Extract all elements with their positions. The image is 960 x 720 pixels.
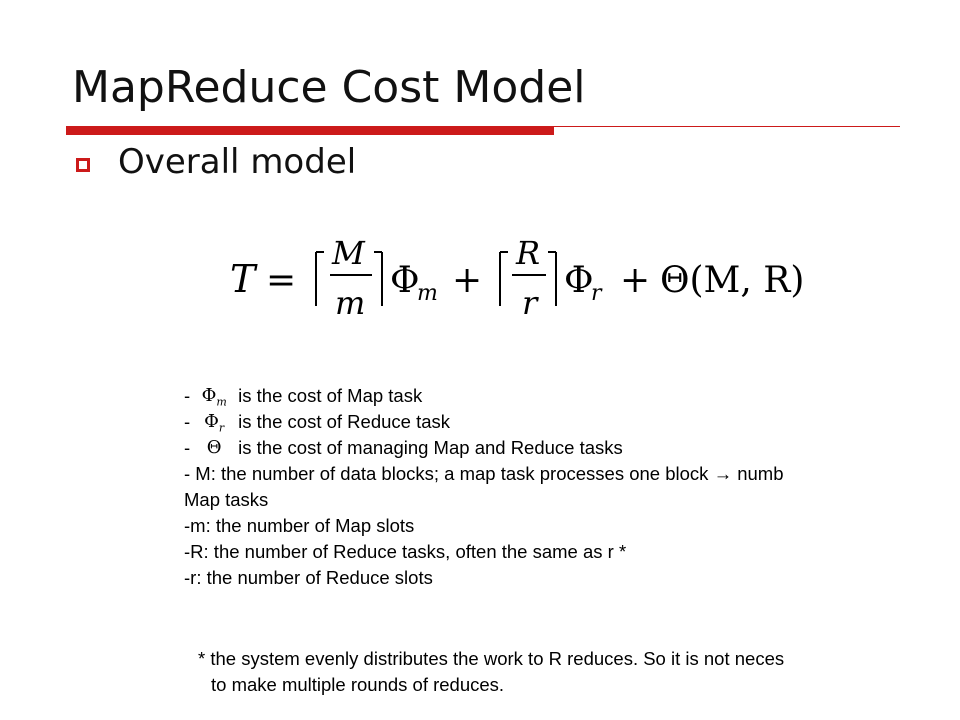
def-m: -m: the number of Map slots xyxy=(184,515,415,536)
def-phi-m-text: is the cost of Map task xyxy=(238,385,423,406)
def-M: - M: the number of data blocks; a map task processes one block → numb xyxy=(184,463,784,484)
ceil-right-2 xyxy=(548,252,556,306)
cost-formula xyxy=(220,222,820,332)
footnote-line-2: to make multiple rounds of reduces. xyxy=(211,674,505,695)
term2-numerator: R xyxy=(516,234,541,272)
def-r: -r: the number of Reduce slots xyxy=(184,567,433,588)
formula-plus-1: + xyxy=(452,260,483,301)
definitions-list xyxy=(184,383,960,591)
ceil-right-1 xyxy=(374,252,382,306)
term2-denominator: r xyxy=(522,284,538,322)
formula-equals: = xyxy=(266,260,297,301)
def-theta-text: is the cost of managing Map and Reduce tasks xyxy=(238,437,623,458)
formula-plus-2: + xyxy=(620,260,651,301)
slide-title: MapReduce Cost Model xyxy=(72,62,586,113)
footnote xyxy=(198,646,784,698)
def-phi-m xyxy=(184,383,960,409)
ceil-left-2 xyxy=(500,252,508,306)
def-dash: - xyxy=(184,385,191,406)
def-R: -R: the number of Reduce tasks, often the same as r * xyxy=(184,541,627,562)
phi-m-inline-symbol: $\Phi_m$ xyxy=(201,385,227,409)
footnote-line-1: * the system evenly distributes the work to R reduces. So it is not neces xyxy=(198,648,785,669)
phi-r-subscript: r xyxy=(591,281,602,306)
phi-r-inline-symbol: $\Phi_r$ xyxy=(204,411,225,435)
def-dash: - xyxy=(184,411,191,432)
title-underline-thin xyxy=(554,126,900,127)
def-M-cont: Map tasks xyxy=(184,489,269,510)
term1-numerator: M xyxy=(332,234,365,272)
theta-expression: Θ(M, R) xyxy=(660,260,805,301)
def-phi-r-text: is the cost of Reduce task xyxy=(238,411,451,432)
theta-inline-symbol: Θ xyxy=(206,437,222,458)
phi-m-symbol: Φ xyxy=(390,260,420,301)
phi-m-subscript: m xyxy=(417,281,438,306)
right-arrow-icon: → xyxy=(713,463,733,484)
phi-r-symbol: Φ xyxy=(564,260,594,301)
title-underline-thick xyxy=(66,126,554,135)
formula-lhs: T xyxy=(230,257,256,301)
def-theta xyxy=(184,435,960,461)
square-bullet-icon xyxy=(76,158,90,172)
term1-denominator: m xyxy=(335,284,366,322)
def-dash: - xyxy=(184,437,191,458)
ceil-left-1 xyxy=(316,252,324,306)
bullet-overall-model: Overall model xyxy=(118,142,357,182)
def-phi-r xyxy=(184,409,960,435)
